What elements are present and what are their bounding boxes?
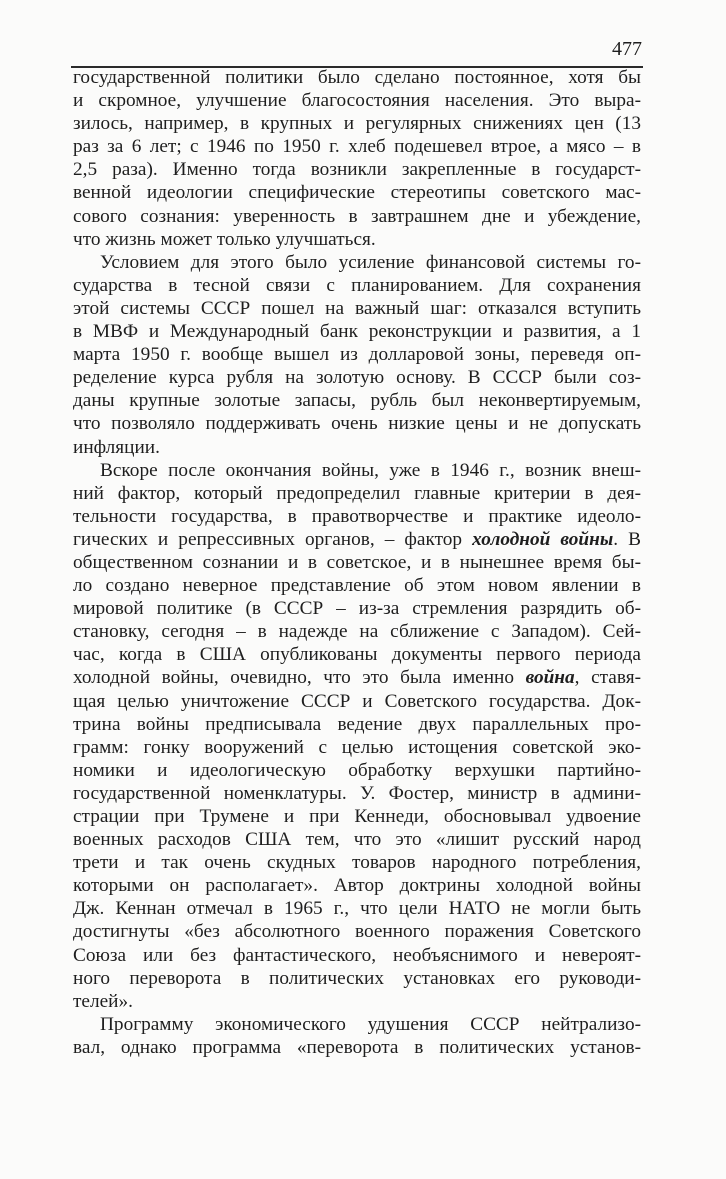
text-line: щая целью уничтожение СССР и Советского государства. Док- — [73, 690, 641, 712]
text-line: сового сознания: уверенность в завтрашнем дне и убеждение, — [73, 205, 641, 227]
text-segment: гических и репрессивных органов, – фактор — [73, 528, 473, 550]
text-line: достигнуты «без абсолютного военного поражения Советского — [73, 921, 641, 943]
text-line — [73, 666, 641, 689]
text-line: марта 1950 г. вообще вышел из долларовой зоны, переведя оп- — [73, 344, 641, 366]
text-line: трина войны предписывала ведение двух параллельных про- — [73, 713, 641, 735]
text-line — [73, 528, 641, 551]
body-text — [73, 66, 641, 1059]
text-line: даны крупные золотые запасы, рубль был неконвертируемым, — [73, 390, 641, 412]
text-line: Условием для этого было усиление финансовой системы го- — [100, 251, 641, 273]
text-line: телей». — [73, 990, 133, 1012]
text-line: становку, сегодня – в надежде на сближение с Западом). Сей- — [73, 621, 641, 643]
text-line: в МВФ и Международный банк реконструкции и развития, а 1 — [73, 321, 641, 343]
text-segment: холодной войны, очевидно, что это была именно — [73, 667, 526, 689]
text-line: раз за 6 лет; с 1946 по 1950 г. хлеб подешевел втрое, а мясо – в — [73, 136, 641, 158]
text-line: что жизнь может только улучшаться. — [73, 228, 376, 250]
text-line: зилось, например, в крупных и регулярных снижениях цен (13 — [73, 113, 641, 135]
text-line: этой системы СССР пошел на важный шаг: отказался вступить — [73, 297, 641, 319]
text-line: сударства в тесной связи с планированием. Для сохранения — [73, 274, 641, 296]
text-line: Союза или без фантастического, необъяснимого и невероят- — [73, 944, 641, 966]
text-line: и скромное, улучшение благосостояния населения. Это выра- — [73, 90, 641, 112]
paragraph — [73, 66, 641, 251]
text-line: Программу экономического удушения СССР нейтрализо- — [100, 1013, 641, 1035]
text-line: ний фактор, который предопределил главные критерии в дея- — [73, 482, 641, 504]
page-number: 477 — [612, 38, 642, 60]
text-line: грамм: гонку вооружений с целью истощения советской эко- — [73, 736, 641, 758]
text-line: ределение курса рубля на золотую основу. В СССР были соз- — [73, 367, 641, 389]
text-segment: . В — [613, 528, 641, 550]
text-line: вал, однако программа «переворота в политических установ- — [73, 1036, 641, 1058]
emphasized-term: холодной войны — [472, 528, 614, 550]
paragraph — [73, 459, 641, 1013]
paragraph — [73, 251, 641, 459]
text-line: ло создано неверное представление об этом новом явлении в — [73, 575, 641, 597]
text-line: трети и так очень скудных товаров народного потребления, — [73, 852, 641, 874]
text-segment: , ставя- — [574, 667, 641, 689]
emphasized-term: война — [525, 667, 575, 689]
text-line: военных расходов США тем, что это «лишит русский народ — [73, 829, 641, 851]
text-line: 2,5 раза). Именно тогда возникли закрепленные в государст- — [73, 159, 641, 181]
paragraph — [73, 1013, 641, 1059]
text-line: что позволяло поддерживать очень низкие цены и не допускать — [73, 413, 641, 435]
text-line: которыми он располагает». Автор доктрины холодной войны — [73, 875, 641, 897]
text-line: тельности государства, в правотворчестве и практике идеоло- — [73, 505, 641, 527]
text-line: страции при Трумене и при Кеннеди, обосновывал удвоение — [73, 806, 641, 827]
text-line: общественном сознании и в советское, и в нынешнее время бы- — [73, 551, 641, 573]
text-line: ного переворота в политических установках его руководи- — [73, 967, 641, 989]
text-line: государственной номенклатуры. У. Фостер, министр в админи- — [73, 782, 641, 804]
text-line: инфляции. — [73, 436, 160, 458]
text-line: Дж. Кеннан отмечал в 1965 г., что цели НАТО не могли быть — [73, 898, 641, 920]
text-line: венной идеологии специфические стереотипы советского мас- — [73, 182, 641, 204]
text-line: Вскоре после окончания войны, уже в 1946 г., возник внеш- — [100, 459, 641, 481]
text-line: государственной политики было сделано постоянное, хотя бы — [73, 67, 641, 88]
text-line: час, когда в США опубликованы документы первого периода — [73, 644, 641, 666]
text-line: номики и идеологическую обработку верхушки партийно- — [73, 759, 641, 781]
text-line: мировой политике (в СССР – из-за стремления разрядить об- — [73, 598, 641, 620]
